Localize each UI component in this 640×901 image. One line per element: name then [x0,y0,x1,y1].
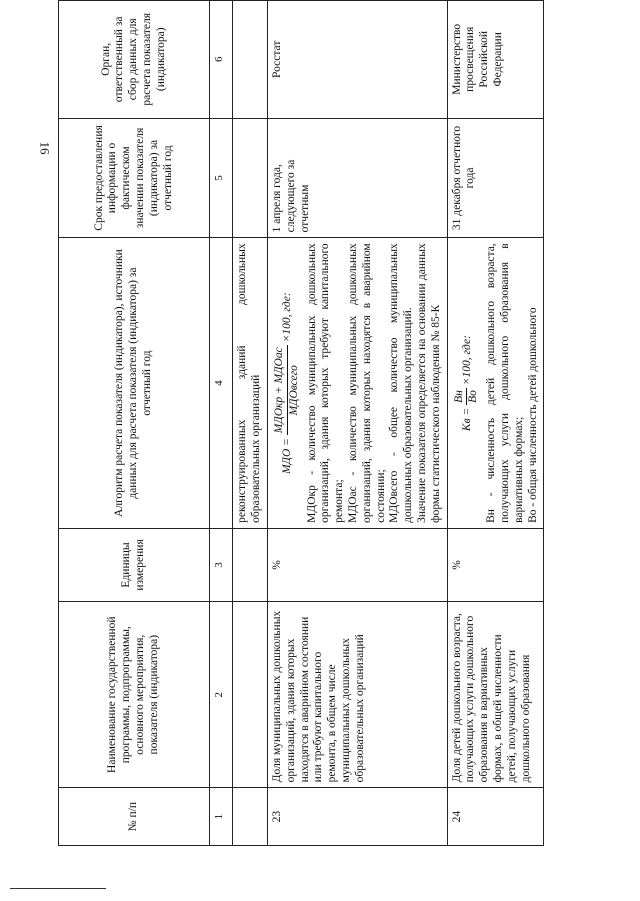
definition: МДОас - количество муниципальных дошкольных организаций, здания которых находятся в аварийном состоянии; [346,243,387,523]
formula-denominator: Bо [467,390,480,403]
cont-term [233,118,268,238]
indicator-table [58,0,544,846]
header-org: Орган, ответственный за сбор данных для расчета показателя (индикатора) [59,1,210,119]
formula [453,243,482,523]
indicator-name: Доля детей дошкольного возраста, получающих услуги дошкольного образования в вариативных формах, в общей численности детей, получающих услуги дошкольного образования [447,602,544,788]
rotated-table-wrapper [58,0,634,876]
indicator-org: Министерство просвещения Российской Федерации [447,1,544,119]
row-number: 23 [268,788,448,846]
table-row [447,1,544,846]
formula-denominator: МДОвсего [287,365,300,416]
header-row [59,1,210,846]
cont-unit [233,528,268,601]
formula-fraction [453,388,482,405]
header-term: Срок предоставления информации о фактическом значении показателя (индикатора) за отчетный год [59,118,210,238]
indicator-org: Росстат [268,1,448,119]
cont-num [233,788,268,846]
formula-left: МДО = [280,438,293,474]
indicator-term: 31 декабря отчетного года [447,118,544,238]
indicator-unit: % [447,528,544,601]
column-number-row [210,1,233,846]
formula-tail: ×100, где: [280,292,293,343]
col-number: 4 [210,238,233,529]
formula-left: Kв = [460,407,473,432]
continuation-row [233,1,268,846]
table-row [268,1,448,846]
cont-algorithm: реконструированных зданий дошкольных образовательных организаций [233,238,268,529]
formula-tail: ×100, где: [460,335,473,386]
col-number: 2 [210,602,233,788]
indicator-term: 1 апреля года, следующего за отчетным [268,118,448,238]
header-algorithm: Алгоритм расчета показателя (индикатора), источники данных для расчета показателя (индикатора) за отчетный год [59,238,210,529]
col-number: 3 [210,528,233,601]
definition: Значение показателя определяется на основании данных формы статистического наблюдения № 85-К [415,243,442,523]
col-number: 5 [210,118,233,238]
formula-fraction [273,345,302,435]
indicator-unit: % [268,528,448,601]
cont-name [233,602,268,788]
definition: Bн - численность детей дошкольного возраста, получающих услуги дошкольного образования в вариативных формах; [485,243,525,523]
cont-org [233,1,268,119]
header-num: № п/п [59,788,210,846]
definition: МДОкр - количество муниципальных дошкольных организаций, здания которых требуют капитального ремонта; [305,243,346,523]
footer-rule [10,888,106,889]
formula [273,243,302,523]
indicator-name: Доля муниципальных дошкольных организаций, здания которых находятся в аварийном состоянии или требуют капитального ремонта, в общем числе муниципальных дошкольных образовательных организаций [268,602,448,788]
col-number: 1 [210,788,233,846]
indicator-algorithm [447,238,544,529]
definition: Bо - общая численность детей дошкольного [526,307,539,523]
page-number: 16 [37,141,53,155]
formula-numerator: МДОкр + МДОас [273,345,288,435]
indicator-algorithm [268,238,448,529]
col-number: 6 [210,1,233,119]
document-sheet [58,0,634,876]
header-name: Наименование государственной программы, подпрограммы, основного мероприятия, показателя (индикатора) [59,602,210,788]
row-number: 24 [447,788,544,846]
definition: МДОвсего - общее количество муниципальных дошкольных образовательных организаций. [388,243,415,523]
header-unit: Единицы измерения [59,528,210,601]
formula-numerator: Bн [453,388,468,405]
